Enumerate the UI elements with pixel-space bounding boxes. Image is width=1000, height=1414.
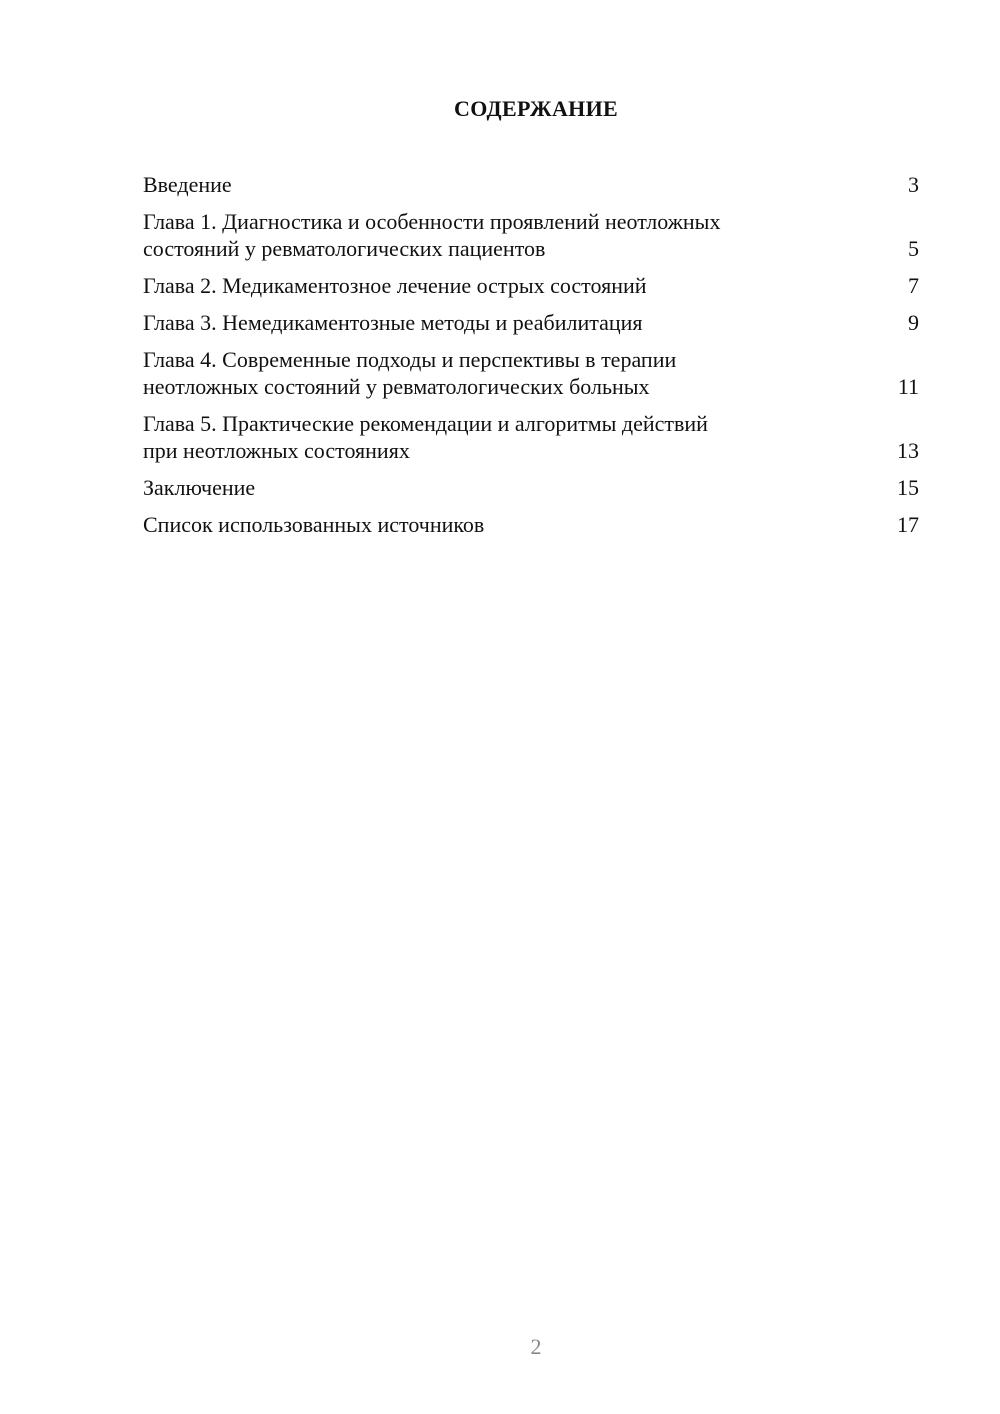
toc-entry-page: 11 (897, 374, 919, 399)
toc-entry-page: 15 (897, 475, 919, 500)
toc-entry (143, 208, 919, 262)
table-of-contents (143, 171, 919, 548)
toc-entry-title: Глава 4. Современные подходы и перспективы в терапии неотложных состояний у ревматологических больных (143, 347, 677, 399)
toc-entry-title: Заключение (143, 475, 256, 500)
toc-entry (143, 171, 919, 198)
toc-entry-title: Введение (143, 172, 232, 197)
toc-entry-title: Глава 5. Практические рекомендации и алгоритмы действий при неотложных состояниях (143, 411, 708, 463)
toc-entry-page: 7 (908, 273, 919, 298)
toc-entry (143, 346, 919, 400)
toc-entry (143, 511, 919, 538)
toc-entry-page: 5 (908, 236, 919, 261)
page-number: 2 (530, 1334, 542, 1359)
toc-entry-page: 3 (908, 172, 919, 197)
toc-entry (143, 474, 919, 501)
toc-entry-page: 17 (897, 512, 919, 537)
toc-entry-title: Глава 2. Медикаментозное лечение острых состояний (143, 273, 647, 298)
toc-entry (143, 272, 919, 299)
toc-entry-title: Список использованных источников (143, 512, 485, 537)
toc-entry-title: Глава 1. Диагностика и особенности проявлений неотложных состояний у ревматологических пациентов (143, 209, 721, 261)
page-title: СОДЕРЖАНИЕ (454, 96, 618, 121)
toc-entry-page: 13 (897, 438, 919, 463)
toc-entry-title: Глава 3. Немедикаментозные методы и реабилитация (143, 310, 643, 335)
toc-entry (143, 309, 919, 336)
toc-entry-page: 9 (908, 310, 919, 335)
toc-entry (143, 410, 919, 464)
